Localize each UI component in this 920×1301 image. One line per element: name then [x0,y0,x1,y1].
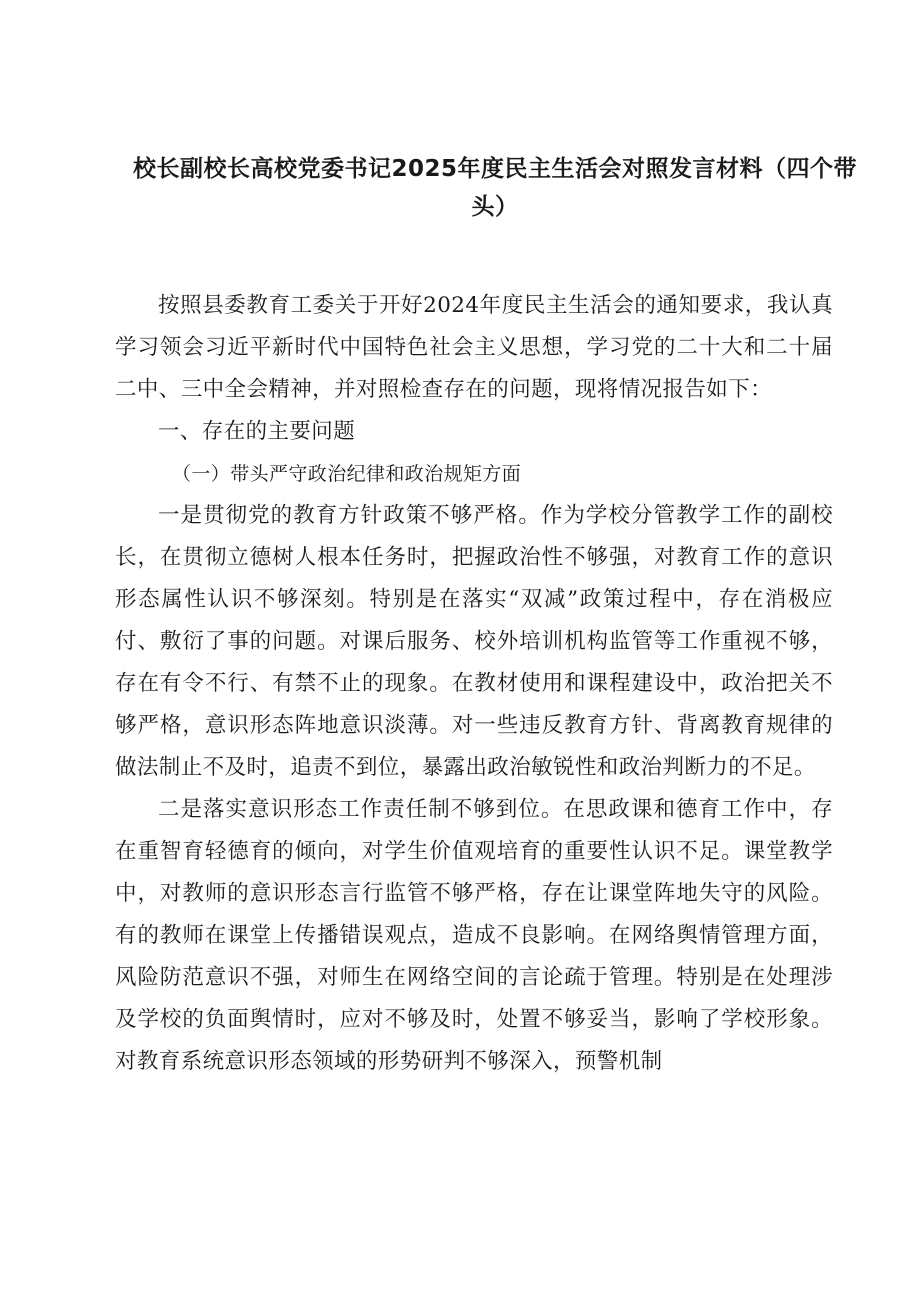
section-heading: 一、存在的主要问题 [158,419,356,444]
body-paragraph: 一是贯彻党的教育方针政策不够严格。作为学校分管教学工作的副校长，在贯彻立德树人根本任务时，把握政治性不够强，对教育工作的意识形态属性认识不够深刻。特别是在落实“双减”政策过程中，存在消极应付、敷衍了事的问题。对课后服务、校外培训机构监管等工作重视不够，存在有令不行、有禁不止的现象。在教材使用和课程建设中，政治把关不够严格，意识形态阵地意识淡薄。对一些违反教育方针、背离教育规律的做法制止不及时，追责不到位，暴露出政治敏锐性和政治判断力的不足。 [115,503,833,780]
intro-paragraph: 按照县委教育工委关于开好2024年度民主生活会的通知要求，我认真学习领会习近平新时代中国特色社会主义思想，学习党的二十大和二十届二中、三中全会精神，并对照检查存在的问题，现将情况报告如下： [115,293,833,402]
document-title: 校长副校长高校党委书记2025年度民主生活会对照发言材料（四个带头） [132,156,857,220]
document-body [115,285,833,1083]
subsection-heading: （一）带头严守政治纪律和政治规矩方面 [172,463,522,485]
body-paragraph: 二是落实意识形态工作责任制不够到位。在思政课和德育工作中，存在重智育轻德育的倾向，对学生价值观培育的重要性认识不足。课堂教学中，对教师的意识形态言行监管不够严格，存在让课堂阵地失守的风险。有的教师在课堂上传播错误观点，造成不良影响。在网络舆情管理方面，风险防范意识不强，对师生在网络空间的言论疏于管理。特别是在处理涉及学校的负面舆情时，应对不够及时，处置不够妥当，影响了学校形象。对教育系统意识形态领域的形势研判不够深入，预警机制 [115,797,833,1074]
